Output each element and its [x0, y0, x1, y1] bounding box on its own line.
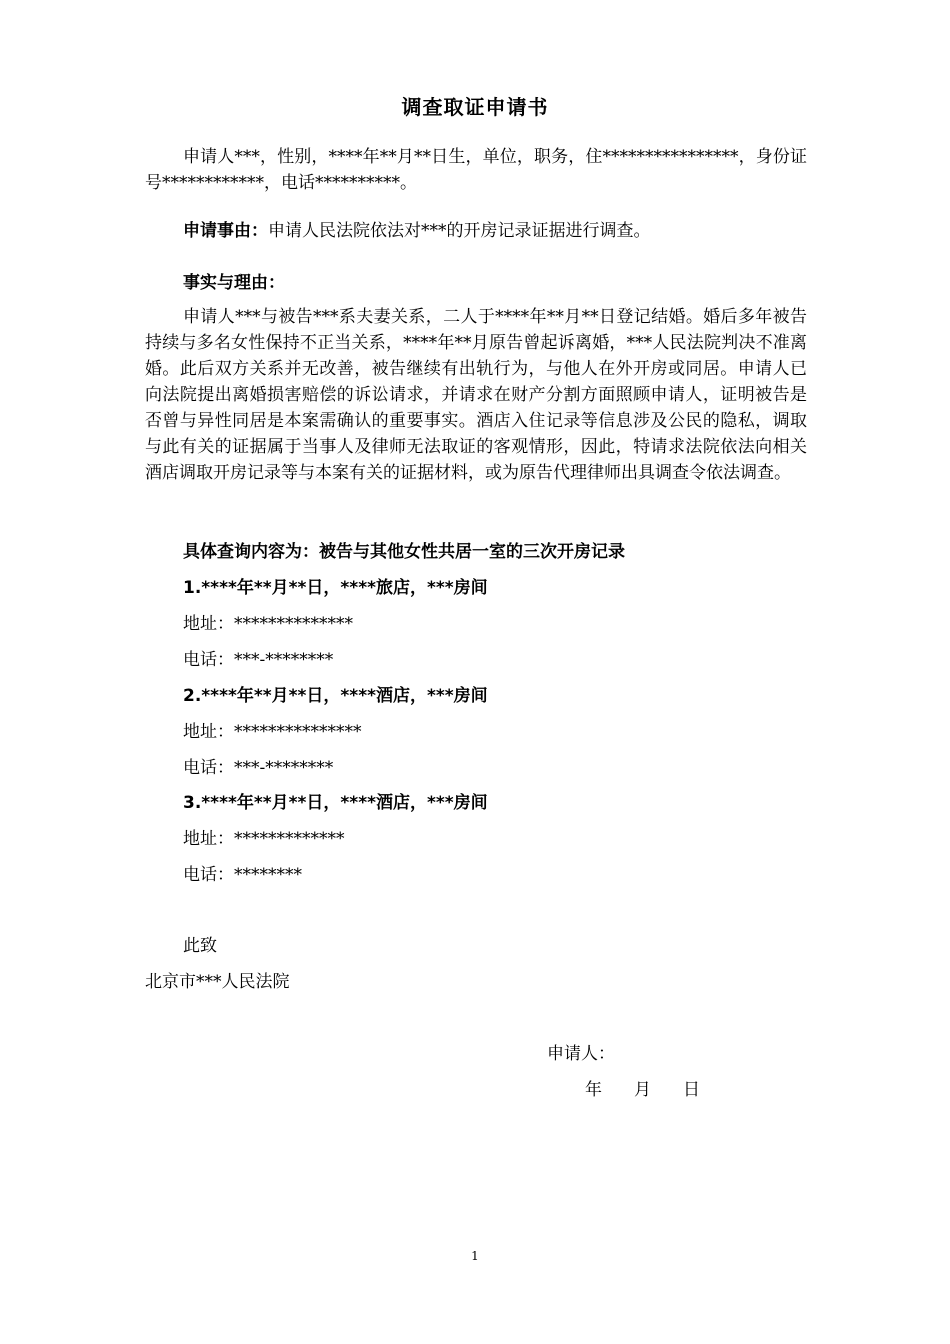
record-3-heading: 3.****年**月**日，****酒店，***房间 [183, 793, 488, 813]
closing-text: 此致 [183, 936, 217, 956]
record-1-heading: 1.****年**月**日，****旅店，***房间 [183, 578, 488, 598]
query-heading: 具体查询内容为：被告与其他女性共居一室的三次开房记录 [183, 542, 625, 562]
date-month: 月 [634, 1080, 651, 1100]
record-1-phone: 电话：***-******** [183, 650, 334, 670]
record-3-address: 地址：************* [183, 829, 345, 849]
intro-paragraph: 申请人***，性别，****年**月**日生，单位，职务，住****************，身份证号************，电话**********。 [145, 147, 807, 193]
date-day: 日 [683, 1080, 700, 1100]
court-addressee: 北京市***人民法院 [145, 972, 290, 992]
record-2-phone: 电话：***-******** [183, 758, 334, 778]
applicant-signature-label: 申请人： [547, 1044, 615, 1064]
record-2-heading: 2.****年**月**日，****酒店，***房间 [183, 686, 488, 706]
date-line [585, 1077, 700, 1103]
record-1-address: 地址：************** [183, 614, 353, 634]
facts-heading: 事实与理由： [183, 273, 285, 293]
request-line [183, 218, 651, 244]
record-3-phone: 电话：******** [183, 865, 302, 885]
record-2-address: 地址：*************** [183, 722, 362, 742]
page-number: 1 [471, 1249, 479, 1263]
request-text: 申请人民法院依法对***的开房记录证据进行调查。 [268, 221, 651, 241]
request-label: 申请事由： [183, 221, 268, 241]
facts-paragraph: 申请人***与被告***系夫妻关系，二人于****年**月**日登记结婚。婚后多年被告持续与多名女性保持不正当关系，****年**月原告曾起诉离婚，***人民法院判决不准离婚。此后双方关系并无改善，被告继续有出轨行为，与他人在外开房或同居。申请人已向法院提出离婚损害赔偿的诉讼请求，并请求在财产分割方面照顾申请人，证明被告是否曾与异性同居是本案需确认的重要事实。酒店入住记录等信息涉及公民的隐私，调取与此有关的证据属于当事人及律师无法取证的客观情形，因此，特请求法院依法向相关酒店调取开房记录等与本案有关的证据材料，或为原告代理律师出具调查令依法调查。 [145, 307, 807, 483]
date-year: 年 [585, 1080, 602, 1100]
document-title: 调查取证申请书 [401, 95, 549, 119]
